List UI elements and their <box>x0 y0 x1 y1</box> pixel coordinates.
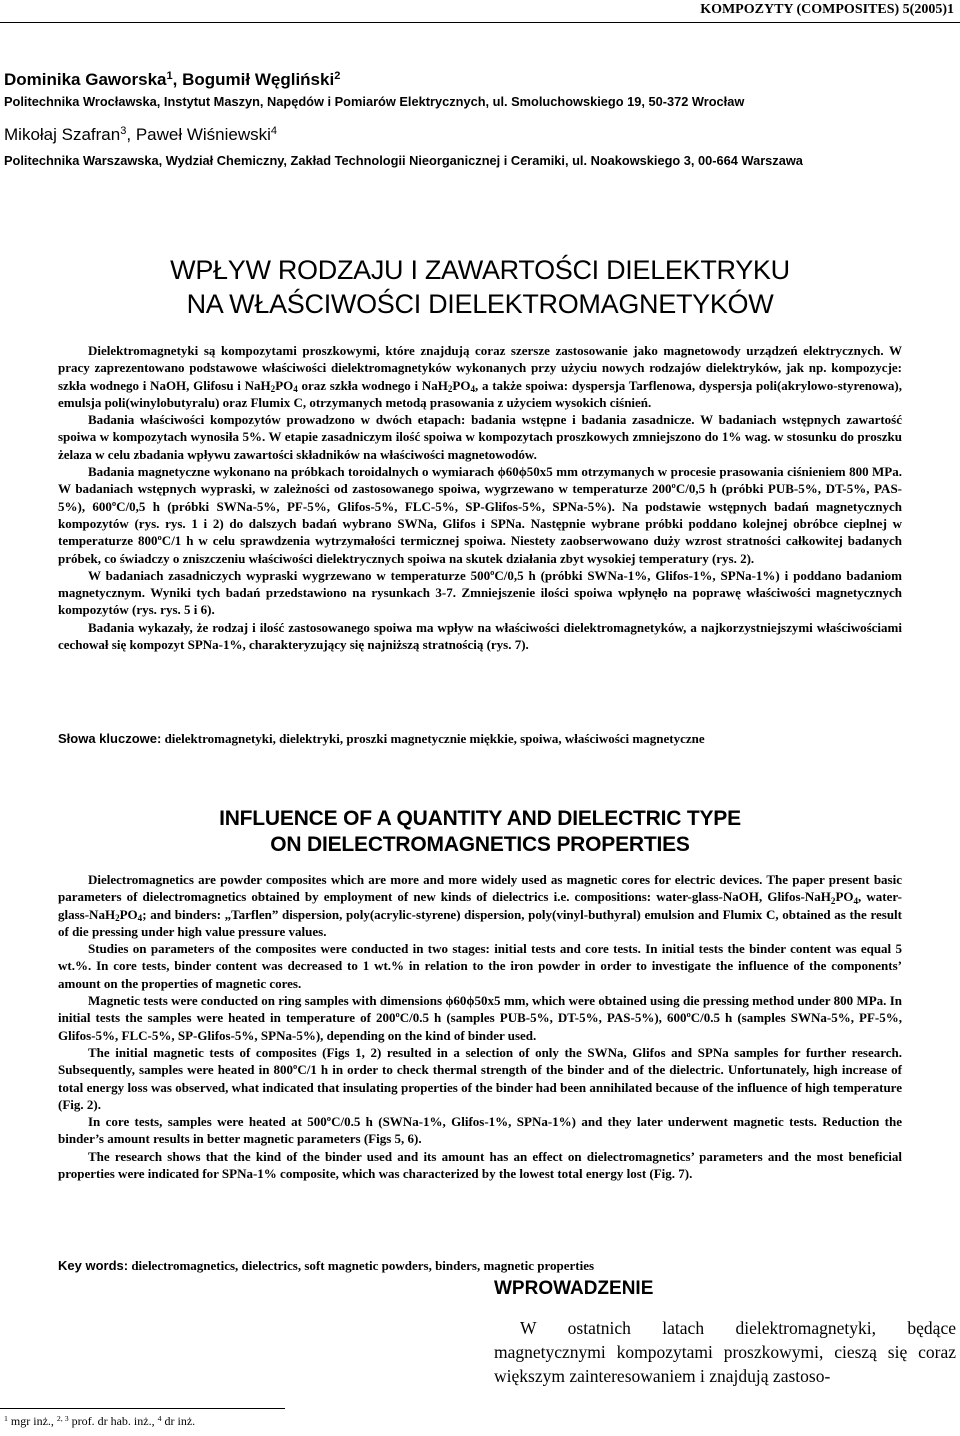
keywords-en <box>58 1258 918 1274</box>
footnote-rule <box>0 1408 285 1409</box>
keywords-text: dielektromagnetyki, dielektryki, proszki magnetycznie miękkie, spoiwa, właściwości magnetyczne <box>164 731 705 746</box>
abstract-pl-paragraph: W badaniach zasadniczych wypraski wygrzewano w temperaturze 500ºC/0,5 h (próbki SWNa-1%, Glifos-1%, SPNa-1%) i poddano badaniom magnetycznym. Wyniki tych badań przedstawiono na rysunkach 3-7. Zmniejszenie ilości spoiwa wpłynęło na poprawę właściwości magnetycznych kompozytów (rys. rys. 5 i 6). <box>58 567 902 618</box>
title-pl-line-2: NA WŁAŚCIWOŚCI DIELEKTROMAGNETYKÓW <box>186 289 774 319</box>
author-name: Bogumił Węgliński <box>182 70 335 89</box>
title-en-line-2: ON DIELECTROMAGNETICS PROPERTIES <box>270 833 690 856</box>
abstract-en <box>58 871 902 1182</box>
title-en <box>0 806 960 858</box>
abstract-en-paragraph: Studies on parameters of the composites were conducted in two stages: initial tests and core tests. In initial tests the binder content was equal 5 wt.%. In core tests, binder content was decreased to 1 wt.% in relation to the iron powder in order to investigate the influence of the components’ amount on the properties of magnetic cores. <box>58 941 902 991</box>
authors-line-1 <box>4 70 340 90</box>
abstract-en-paragraph: The initial magnetic tests of composites (Figs 1, 2) resulted in a selection of only the SWNa, Glifos and SPNa samples for further research. Subsequently, samples were heated in 800ºC/1 h in order to check thermal strength of the binder and of the dielectric. Unfortunately, high increase of total energy loss was observed, what indicated that insulating properties of the binder had been annihilated because of the influence of high temperature (Fig. 2). <box>58 1044 902 1112</box>
author-marker: 1 <box>166 70 173 83</box>
title-pl-line-1: WPŁYW RODZAJU I ZAWARTOŚCI DIELEKTRYKU <box>170 255 790 285</box>
title-en-line-1: INFLUENCE OF A QUANTITY AND DIELECTRIC TYPE <box>219 807 741 830</box>
abstract-pl-paragraph: Badania wykazały, że rodzaj i ilość zastosowanego spoiwa ma wpływ na właściwości dielektromagnetyków, a najkorzystniejszymi właściwościami cechował się kompozyt SPNa-1%, charakteryzujący się najniższą stratnością (rys. 7). <box>58 619 902 653</box>
author-name: Paweł Wiśniewski <box>135 125 271 144</box>
abstract-en-paragraph: In core tests, samples were heated at 500ºC/0.5 h (SWNa-1%, Glifos-1%, SPNa-1%) and they later underwent magnetic tests. Reduction the binder’s amount results in better magnetic parameters (Figs 5, 6). <box>58 1114 902 1147</box>
authors-line-2 <box>4 125 277 145</box>
author-marker: 3 <box>120 125 127 138</box>
author-marker: 2 <box>334 70 341 83</box>
footnote: $^1$ mgr inż., $^{2, 3}$ prof. dr hab. inż., $^4$ dr inż. <box>4 1414 196 1428</box>
intro-paragraph: W ostatnich latach dielektromagnetyki, będące magnetycznymi kompozytami proszkowymi, cieszą się coraz większym zainteresowaniem i znajdują zastoso- <box>494 1318 956 1386</box>
abstract-pl-paragraph: Dielektromagnetyki są kompozytami proszkowymi, które znajdują coraz szersze zastosowanie jako magnetowody urządzeń elektrycznych. W pracy zaprezentowano podstawowe właściwości dielektromagnetyków wykonanych przy użyciu nowych rodzajów dielektryków, jak np. kompozycje: szkła wodnego i NaOH, Glifosu i $NaH_2PO_4$ oraz szkła wodnego i $NaH_2PO_4$, a także spoiwa: dyspersja Tarflenowa, dyspersja poli(akrylowo-styrenowa), emulsja poli(winylobutyralu) oraz Flumix C, otrzymanych metodą prasowania z użyciem wysokich ciśnień. <box>58 343 902 410</box>
author-marker: 4 <box>270 125 278 138</box>
keywords-label: Słowa kluczowe: <box>58 731 162 746</box>
author-separator: , <box>172 70 183 89</box>
header-rule <box>0 22 960 23</box>
keywords-label: Key words: <box>58 1258 129 1273</box>
abstract-en-paragraph: Dielectromagnetics are powder composites which are more and more widely used as magnetic cores for electric devices. The paper present basic parameters of dielectromagnetics obtained by employment of new kinds of dielectrics i.e. compositions: water-glass-NaOH, Glifos-$NaH_2PO_4$, water-$glass-NaH_2PO_4$; and binders: „Tarflen” dispersion, poly(acrylic-styrene) dispersion, poly(vinyl-buthyral) emulsion and Flumix C, obtained as the result of die pressing under high value pressure values. <box>58 872 902 939</box>
abstract-pl-paragraph: Badania magnetyczne wykonano na próbkach toroidalnych o wymiarach ϕ60ϕ50x5 mm otrzymanych w procesie prasowania ciśnieniem 800 MPa. W badaniach wstępnych wypraski, w zależności od zastosowanego spoiwa, wygrzewano w temperaturze 200ºC/0,5 h (próbki PUB-5%, DT-5%, PAS-5%), 600ºC/0,5 h (próbki SWNa-5%, PF-5%, Glifos-5%, FLC-5%, SP-Glifos-5%, SPNa-5%). Na podstawie wstępnych badań magnetycznych kompozytów (rys. rys. 1 i 2) do dalszych badań wybrano SWNa, Glifos i SPNa. Następnie wybrane próbki poddano kolejnej obróbce cieplnej w temperaturze 800ºC/1 h w celu sprawdzenia wytrzymałości termicznej spoiwa. Niestety zaobserwowano duży wzrost stratności całkowitej badanych próbek, co świadczy o zniszczeniu właściwości dielektrycznych spoiwa na skutek działania zbyt wysokiej temperatury (rys. 2). <box>58 464 902 566</box>
abstract-pl <box>58 342 902 653</box>
author-name: Dominika Gaworska <box>4 70 167 89</box>
keywords-text: dielectromagnetics, dielectrics, soft magnetic powders, binders, magnetic properties <box>131 1258 595 1273</box>
title-pl <box>0 253 960 321</box>
abstract-pl-paragraph: Badania właściwości kompozytów prowadzono w dwóch etapach: badania wstępne i badania zasadnicze. W badaniach wstępnych zawartość spoiwa w kompozytach wynosiła 5%. W etapie zasadniczym ilość spoiwa w kompozytach proszkowych zmniejszono do 1% wag. w stosunku do proszku żelaza w celu zbadania wpływu zawartości składników na właściwości magnetowodów. <box>58 412 902 462</box>
abstract-en-paragraph: The research shows that the kind of the binder used and its amount has an effect on dielectromagnetics’ parameters and the most beneficial properties were indicated for SPNa-1% composite, which was characterized by the lowest total energy lost (Fig. 7). <box>58 1148 902 1182</box>
section-heading-intro: WPROWADZENIE <box>494 1278 654 1299</box>
affiliation-2: Politechnika Warszawska, Wydział Chemiczny, Zakład Technologii Nieorganicznej i Ceramiki, ul. Noakowskiego 3, 00-664 Warszawa <box>4 153 803 168</box>
keywords-pl <box>58 731 918 747</box>
author-separator: , <box>126 125 136 144</box>
journal-header: KOMPOZYTY (COMPOSITES) 5(2005)1 <box>700 2 954 17</box>
author-name: Mikołaj Szafran <box>4 125 121 144</box>
affiliation-1: Politechnika Wrocławska, Instytut Maszyn, Napędów i Pomiarów Elektrycznych, ul. Smoluchowskiego 19, 50-372 Wrocław <box>4 94 745 109</box>
abstract-en-paragraph: Magnetic tests were conducted on ring samples with dimensions ϕ60ϕ50x5 mm, which were obtained using die pressing method under 800 MPa. In initial tests the samples were heated in temperature of 200ºC/0.5 h (samples PUB-5%, DT-5%, PAS-5%), 600ºC/0.5 h (samples SWNa-5%, PF-5%, Glifos-5%, FLC-5%, SP-Glifos-5%, SPNa-5%), depending on the kind of binder used. <box>58 993 902 1043</box>
